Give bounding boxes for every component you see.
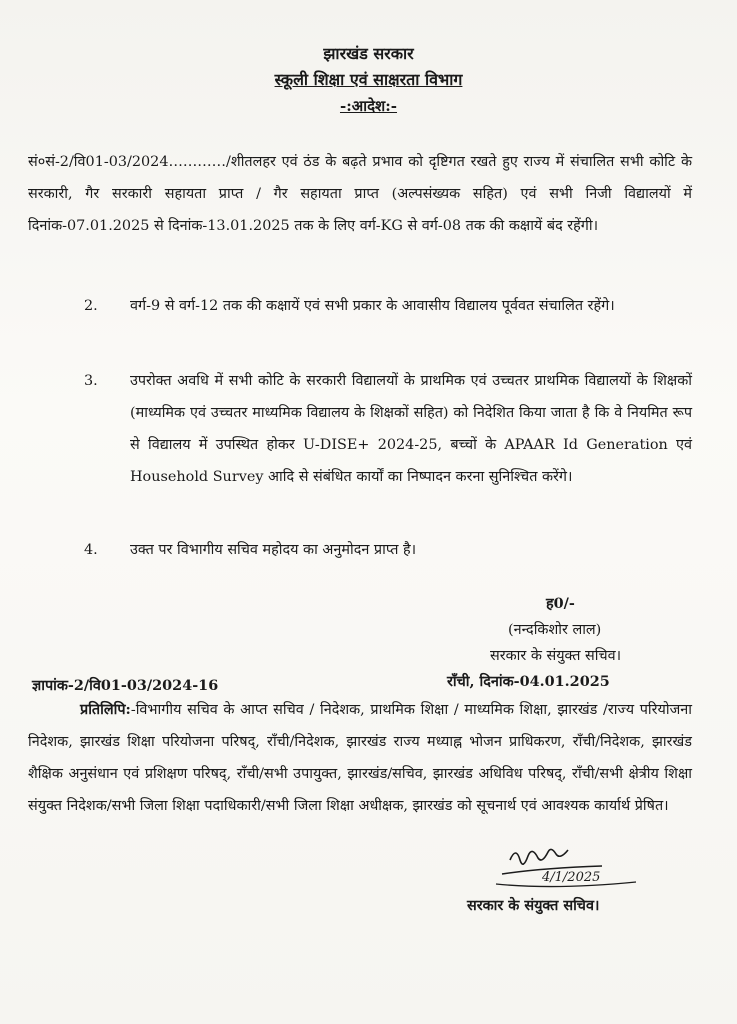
signed-mark: ह0/- bbox=[546, 595, 575, 612]
signature-date: 4/1/2025 bbox=[542, 870, 601, 885]
point-4-text: उक्त पर विभागीय सचिव महोदय का अनुमोदन प्राप्त है। bbox=[130, 542, 417, 558]
point-3-text: उपरोक्त अवधि में सभी कोटि के सरकारी विद्यालयों के प्राथमिक एवं उच्चतर प्राथमिक विद्यालयों के शिक्षकों (माध्यमिक एवं उच्चतर माध्यमिक विद्यालय के शिक्षकों सहित) को निदेशित किया जाता है कि वे नियमित रूप से विद्यालय में उपस्थित होकर U-DISE+ 2024-25, बच्चों के APAAR Id Generation एवं Household Survey आदि से संबंधित कार्यों का निष्पादन करना सुनिश्चित करेंगे। bbox=[130, 373, 692, 485]
signatory-name: (नन्दकिशोर लाल) bbox=[508, 622, 602, 638]
order-heading bbox=[0, 96, 737, 116]
place-date: राँची, दिनांक-04.01.2025 bbox=[447, 673, 610, 690]
copy-label: प्रतिलिपि: bbox=[80, 701, 131, 718]
final-designation: सरकार के संयुक्त सचिव। bbox=[467, 897, 600, 914]
copy-to-paragraph bbox=[28, 694, 692, 822]
order-heading-text: -:आदेश:- bbox=[339, 97, 398, 115]
government-heading: झारखंड सरकार bbox=[323, 44, 414, 63]
handwritten-signature-icon bbox=[480, 838, 660, 898]
paragraph-1: सं०सं-2/वि01-03/2024…………/शीतलहर एवं ठंड के बढ़ते प्रभाव को दृष्टिगत रखते हुए राज्य में संचालित सभी कोटि के सरकारी, गैर सरकारी सहायता प्राप्त / गैर सहायता प्राप्त (अल्पसंख्यक सहित) एवं सभी निजी विद्यालयों में दिनांक-07.01.2025 से दिनांक-13.01.2025 तक के लिए वर्ग-KG से वर्ग-08 तक की कक्षायें बंद रहेंगी। bbox=[28, 154, 692, 234]
department-heading bbox=[0, 68, 737, 90]
point-3-number: 3. bbox=[84, 373, 98, 389]
point-2-text: वर्ग-9 से वर्ग-12 तक की कक्षायें एवं सभी प्रकार के आवासीय विद्यालय पूर्ववत संचालित रहेंगे। bbox=[130, 298, 615, 314]
copy-text: -विभागीय सचिव के आप्त सचिव / निदेशक, प्राथमिक शिक्षा / माध्यमिक शिक्षा, झारखंड /राज्य परियोजना निदेशक, झारखंड शिक्षा परियोजना परिषद्, राँची/निदेशक, झारखंड राज्य मध्याह्न भोजन प्राधिकरण, राँची/निदेशक, झारखंड शैक्षिक अनुसंधान एवं प्रशिक्षण परिषद्, राँची/सभी उपायुक्त, झारखंड/सचिव, झारखंड अधिविध परिषद्, राँची/सभी क्षेत्रीय शिक्षा संयुक्त निदेशक/सभी जिला शिक्षा पदाधिकारी/सभी जिला शिक्षा अधीक्षक, झारखंड को सूचनार्थ एवं आवश्यक कार्यार्थ प्रेषित। bbox=[28, 702, 692, 814]
signatory-designation: सरकार के संयुक्त सचिव। bbox=[490, 648, 622, 664]
point-4-number: 4. bbox=[84, 542, 98, 558]
point-2-number: 2. bbox=[84, 298, 98, 314]
memo-number: ज्ञापांक-2/वि01-03/2024-16 bbox=[32, 677, 219, 694]
department-heading-text: स्कूली शिक्षा एवं साक्षरता विभाग bbox=[274, 70, 463, 89]
